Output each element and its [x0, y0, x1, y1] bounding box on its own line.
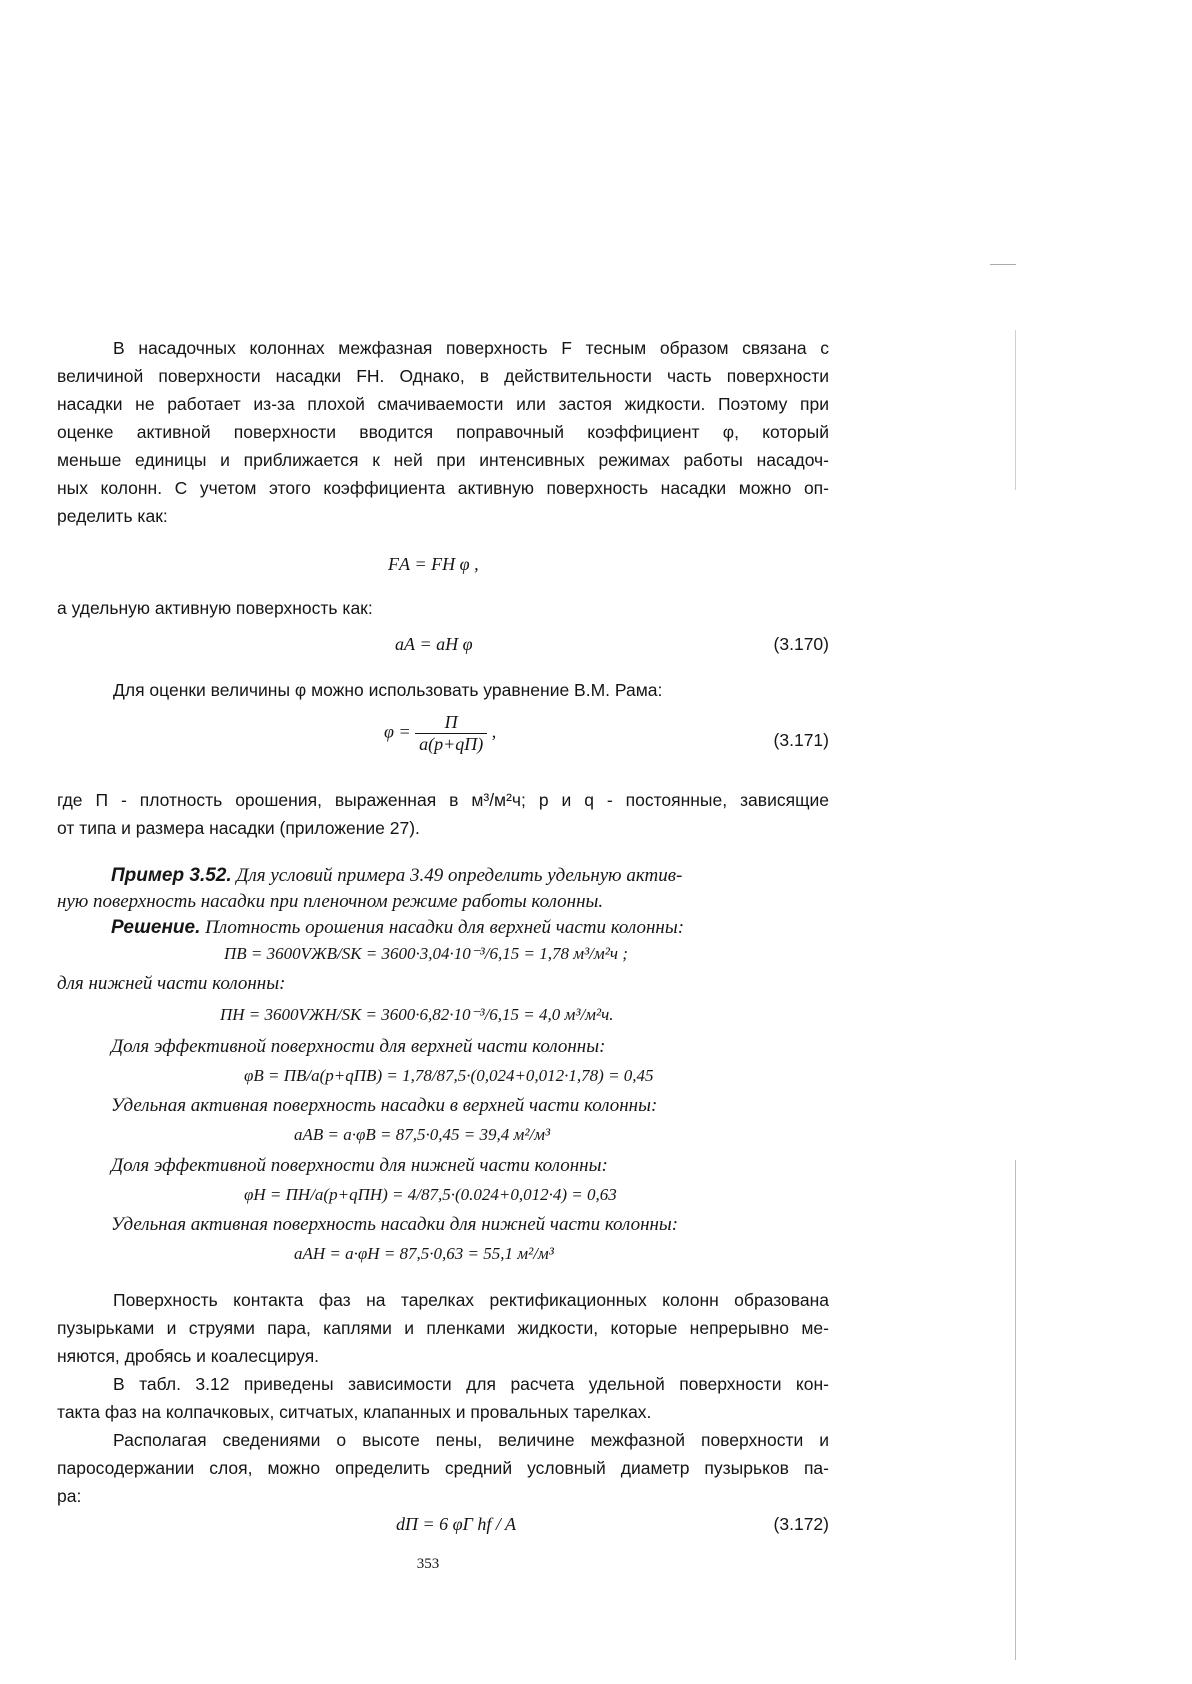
text-line: пузырьками и струями пара, каплями и пленками жидкости, которые непрерывно ме- — [57, 1318, 829, 1338]
text-line: ра: — [57, 1486, 82, 1506]
paragraph-rama — [57, 676, 829, 704]
text-line: ных колонн. С учетом этого коэффициента активную поверхность насадки можно оп- — [57, 478, 829, 498]
equation-specific-bottom: aАН = a·φН = 87,5·0,63 = 55,1 м²/м³ — [294, 1244, 554, 1263]
equation-phi-top: φВ = ПВ/a(p+qПВ) = 1,78/87,5·(0,024+0,012·1,78) = 0,45 — [244, 1066, 654, 1085]
text-line: насадки не работает из-за плохой смачиваемости или застоя жидкости. Поэтому при — [57, 394, 829, 414]
example-heading: Пример 3.52. — [111, 865, 232, 886]
lower-part-label: для нижней части колонны: — [57, 973, 286, 994]
text-line: В табл. 3.12 приведены зависимости для расчета удельной поверхности кон- — [113, 1374, 829, 1394]
text-line: няются, дробясь и коалесцируя. — [57, 1346, 320, 1366]
equation-dp: dП = 6 φГ hf / A — [396, 1514, 517, 1534]
fraction — [415, 712, 487, 755]
text-line: В насадочных колоннах межфазная поверхность F тесным образом связана с — [113, 338, 829, 358]
paragraph-contact — [57, 1286, 829, 1370]
solution-line — [111, 914, 684, 942]
equation-phi-tail: , — [491, 721, 497, 742]
text-line: Поверхность контакта фаз на тарелках ректификационных колонн образована — [113, 1290, 829, 1310]
text-line: паросодержании слоя, можно определить средний условный диаметр пузырьков па- — [57, 1458, 829, 1478]
text-line: от типа и размера насадки (приложение 27). — [57, 818, 420, 838]
scan-artifact — [1015, 330, 1016, 490]
equation-phi-bottom: φН = ПН/a(p+qПН) = 4/87,5·(0.024+0,012·4) = 0,63 — [244, 1185, 617, 1204]
fraction-numerator: П — [415, 712, 487, 734]
paragraph-specific — [57, 594, 829, 622]
text-line: Располагая сведениями о высоте пены, величине межфазной поверхности и — [113, 1430, 829, 1450]
example-heading-line — [111, 862, 682, 890]
paragraph-where — [57, 786, 829, 842]
text-line: а удельную активную поверхность как: — [57, 598, 373, 618]
text-line: Для оценки величины φ можно использовать уравнение В.М. Рама: — [113, 680, 663, 700]
equation-fa: FА = FН φ , — [388, 554, 479, 574]
text-line: где П - плотность орошения, выраженная в м³/м²ч; p и q - постоянные, зависящие — [57, 790, 829, 810]
specific-bottom-label: Удельная активная поверхность насадки для нижней части колонны: — [111, 1214, 679, 1235]
equation-number-171: (3.171) — [773, 730, 829, 750]
text-line: оценке активной поверхности вводится поправочный коэффициент φ, который — [57, 422, 829, 442]
text-line: величиной поверхности насадки FН. Однако, в действительности часть поверхности — [57, 366, 829, 386]
paragraph-table — [57, 1370, 829, 1426]
specific-top-label: Удельная активная поверхность насадки в верхней части колонны: — [111, 1095, 658, 1116]
equation-number-172: (3.172) — [773, 1514, 829, 1534]
example-task: Для условий примера 3.49 определить удельную актив- — [236, 865, 683, 886]
equation-aa: аА = аН φ — [395, 634, 473, 654]
scan-artifact — [1015, 1160, 1016, 1660]
solution-text: Плотность орошения насадки для верхней части колонны: — [205, 917, 685, 938]
page-number: 353 — [416, 1556, 440, 1572]
example-task-line: ную поверхность насадки при пленочном режиме работы колонны. — [57, 891, 604, 912]
share-top-label: Доля эффективной поверхности для верхней части колонны: — [111, 1036, 606, 1057]
equation-top-density: ПВ = 3600VЖВ/SК = 3600·3,04·10⁻³/6,15 = 1,78 м³/м²ч ; — [224, 944, 628, 963]
text-line: ределить как: — [57, 506, 168, 526]
paragraph-diameter — [57, 1426, 829, 1510]
solution-label: Решение. — [111, 917, 201, 938]
paragraph-intro — [57, 334, 829, 530]
share-bottom-label: Доля эффективной поверхности для нижней части колонны: — [111, 1155, 608, 1176]
text-line: меньше единицы и приближается к ней при интенсивных режимах работы насадоч- — [57, 450, 829, 470]
text-line: такта фаз на колпачковых, ситчатых, клапанных и провальных тарелках. — [57, 1402, 652, 1422]
equation-phi — [384, 712, 496, 755]
equation-specific-top: aАВ = a·φВ = 87,5·0,45 = 39,4 м²/м³ — [294, 1125, 551, 1144]
equation-bottom-density: ПН = 3600VЖН/SК = 3600·6,82·10⁻³/6,15 = 4,0 м³/м²ч. — [220, 1005, 614, 1024]
equation-phi-lhs: φ = — [384, 721, 411, 742]
scan-artifact — [990, 264, 1016, 265]
fraction-denominator: a(p+qП) — [419, 734, 484, 754]
equation-number-170: (3.170) — [773, 634, 829, 654]
